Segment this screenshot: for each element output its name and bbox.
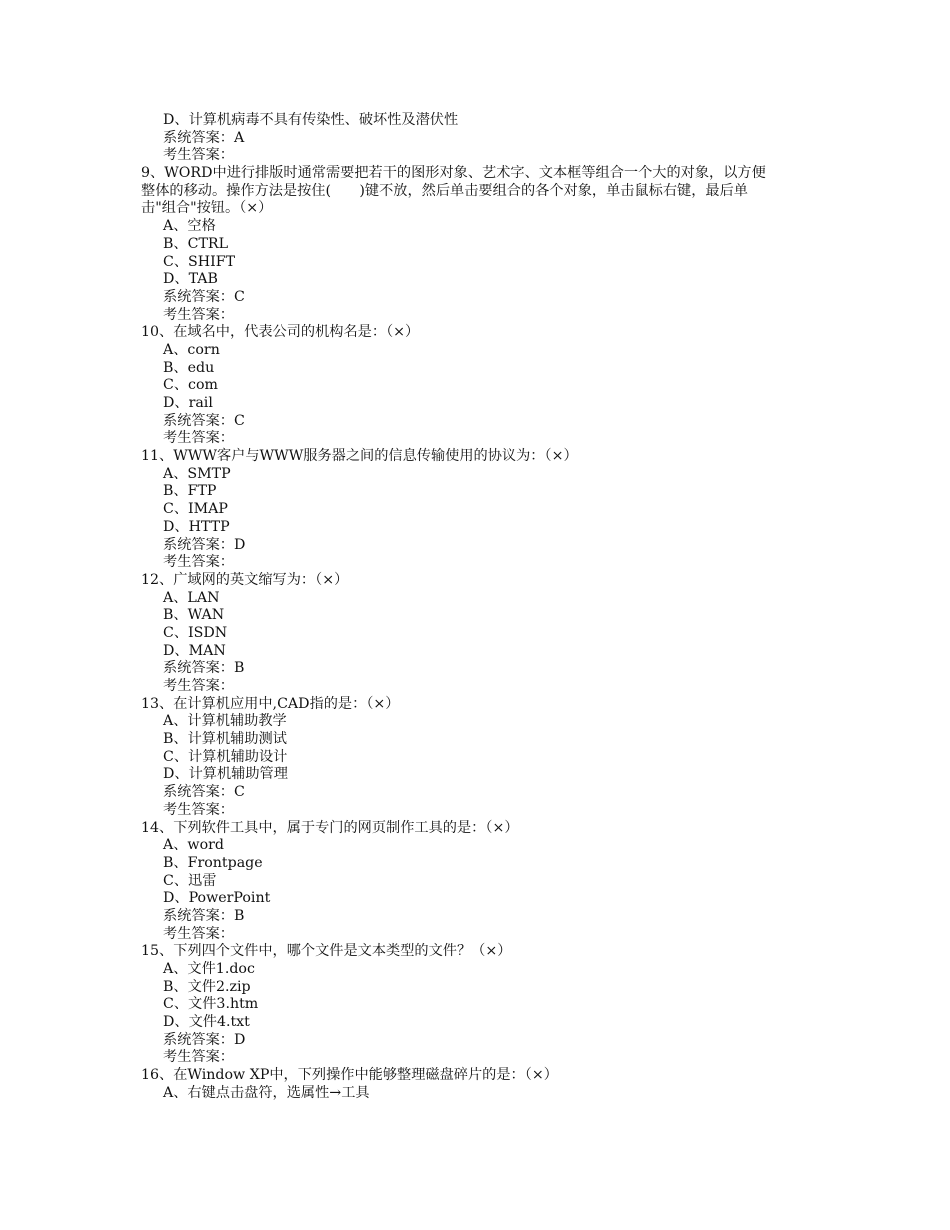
question-text-line: 整体的移动。操作方法是按住( )键不放，然后单击要组合的各个对象，单击鼠标右键，最后单 [141,182,748,199]
question-text-line: 15、下列四个文件中，哪个文件是文本类型的文件？（×） [141,943,512,960]
option-c: C、计算机辅助设计 [163,748,288,765]
option-c: C、SHIFT [163,253,236,270]
option-d: D、PowerPoint [163,890,271,907]
system-answer: 系统答案：A [163,129,245,146]
option-a: A、右键点击盘符，选属性→工具 [163,1084,370,1101]
system-answer: 系统答案：C [163,784,245,801]
question-text-line: 击"组合"按钮。（×） [141,200,273,217]
question-text-line: 9、WORD中进行排版时通常需要把若干的图形对象、艺术字、文本框等组合一个大的对象，以方便 [141,165,766,182]
option-b: B、计算机辅助测试 [163,731,287,748]
option-a: A、word [163,837,224,854]
option-d: D、rail [163,395,213,411]
student-answer: 考生答案： [163,554,234,571]
option-b: B、WAN [163,607,225,624]
question-list [141,112,821,1103]
student-answer: 考生答案： [163,678,234,694]
option-a: A、corn [163,341,220,358]
option-a: A、LAN [163,589,220,606]
system-answer: 系统答案：B [163,660,245,677]
system-answer: 系统答案：D [163,1031,246,1048]
option-a: A、空格 [163,218,216,235]
option-d: D、计算机辅助管理 [163,766,288,783]
option-c: C、com [163,377,218,394]
question-text-line: 11、WWW客户与WWW服务器之间的信息传输使用的协议为：（×） [141,448,578,465]
option-b: B、文件2.zip [163,978,251,995]
option-a: A、计算机辅助教学 [163,713,287,730]
option-b: B、CTRL [163,235,229,252]
option-b: B、FTP [163,483,217,500]
system-answer: 系统答案：B [163,907,245,924]
option-d: D、文件4.txt [163,1014,250,1031]
student-answer: 考生答案： [163,430,234,447]
option-d: D、MAN [163,642,226,659]
system-answer: 系统答案：C [163,288,245,305]
option-d: D、HTTP [163,518,230,535]
option-c: C、ISDN [163,624,228,641]
option-d: D、TAB [163,271,218,288]
option-b: B、edu [163,359,215,376]
option-d: D、计算机病毒不具有传染性、破坏性及潜伏性 [163,112,459,128]
student-answer: 考生答案： [163,801,234,818]
question-text-line: 14、下列软件工具中，属于专门的网页制作工具的是：（×） [141,819,519,836]
system-answer: 系统答案：D [163,536,246,553]
question-text-line: 16、在Window XP中，下列操作中能够整理磁盘碎片的是：（×） [141,1067,558,1084]
question-text-line: 13、在计算机应用中,CAD指的是：（×） [141,695,400,712]
question-text-line: 12、广域网的英文缩写为：（×） [141,571,349,588]
system-answer: 系统答案：C [163,412,245,429]
question-text-line: 10、在域名中，代表公司的机构名是：（×） [141,324,420,341]
option-c: C、文件3.htm [163,996,259,1013]
option-b: B、Frontpage [163,854,263,871]
option-c: C、IMAP [163,501,228,518]
student-answer: 考生答案： [163,147,234,164]
option-a: A、文件1.doc [163,961,255,977]
student-answer: 考生答案： [163,1049,234,1066]
student-answer: 考生答案： [163,306,234,323]
option-a: A、SMTP [163,465,231,482]
student-answer: 考生答案： [163,925,234,942]
option-c: C、迅雷 [163,872,217,889]
